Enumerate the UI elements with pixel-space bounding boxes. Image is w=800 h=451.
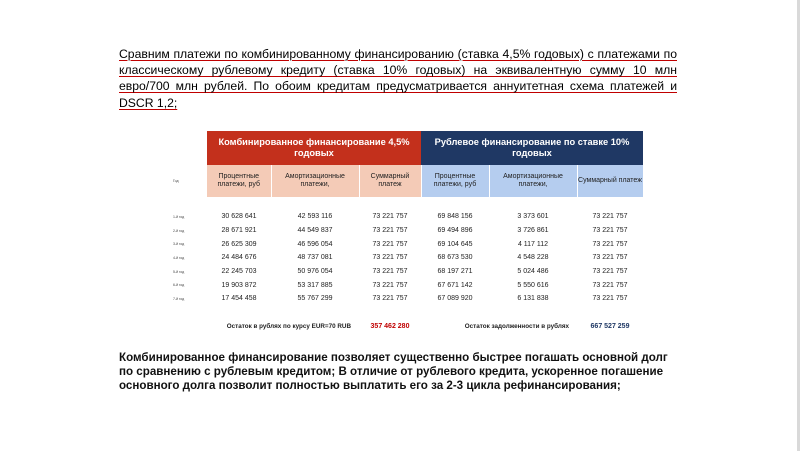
combined-total-cell: 73 221 757 bbox=[372, 254, 408, 262]
ruble-total-cell: 73 221 757 bbox=[592, 254, 628, 262]
combined-amortization-cell: 53 317 885 bbox=[297, 281, 333, 289]
ruble-interest-cell: 69 848 156 bbox=[437, 213, 473, 221]
year-cell: 4-й год bbox=[173, 255, 185, 260]
combined-interest-cell: 26 625 309 bbox=[221, 240, 257, 248]
combined-amortization-cell: 48 737 081 bbox=[297, 254, 333, 262]
combined-interest-cell: 28 671 921 bbox=[221, 227, 257, 235]
table-row bbox=[173, 292, 643, 306]
year-column-header: Год bbox=[173, 179, 179, 183]
combined-amortization-cell: 50 976 054 bbox=[297, 268, 333, 276]
ruble-total-header: Суммарный платеж bbox=[577, 165, 643, 197]
ruble-interest-cell: 69 104 645 bbox=[437, 240, 473, 248]
ruble-interest-cell: 67 089 920 bbox=[437, 295, 473, 303]
table-row bbox=[173, 278, 643, 292]
combined-total-cell: 73 221 757 bbox=[372, 281, 408, 289]
combined-amortization-header: Амортизационные платежи, bbox=[271, 165, 359, 197]
intro-paragraph: Сравним платежи по комбинированному финансированию (ставка 4,5% годовых) с платежами по классическому рублевому кредиту (ставка 10% годовых) на эквивалентную сумму 10 млн евро/700 млн рублей. По обоим кредитам предусматривается аннуитетная схема платежей и DSCR 1,2; bbox=[119, 47, 677, 110]
ruble-remaining-label: Остаток задолженности в рублях bbox=[464, 323, 569, 331]
ruble-amortization-cell: 6 131 838 bbox=[517, 295, 549, 303]
year-cell: 3-й год bbox=[173, 242, 185, 247]
combined-total-cell: 73 221 757 bbox=[372, 240, 408, 248]
ruble-interest-header: Процентные платежи, руб bbox=[421, 165, 489, 197]
ruble-amortization-cell: 3 373 601 bbox=[517, 213, 549, 221]
ruble-total-cell: 73 221 757 bbox=[592, 240, 628, 248]
combined-interest-header: Процентные платежи, руб bbox=[207, 165, 271, 197]
ruble-amortization-cell: 4 117 112 bbox=[517, 240, 549, 248]
ruble-remaining-value: 667 527 259 bbox=[590, 323, 630, 331]
combined-amortization-cell: 55 767 299 bbox=[297, 295, 333, 303]
ruble-total-cell: 73 221 757 bbox=[592, 295, 628, 303]
combined-interest-cell: 30 628 641 bbox=[221, 213, 257, 221]
year-cell: 6-й год bbox=[173, 283, 185, 288]
ruble-amortization-cell: 5 550 616 bbox=[517, 281, 549, 289]
combined-interest-cell: 19 903 872 bbox=[221, 281, 257, 289]
ruble-amortization-cell: 5 024 486 bbox=[517, 268, 549, 276]
spacer-row bbox=[173, 306, 643, 319]
ruble-amortization-cell: 4 548 228 bbox=[517, 254, 549, 262]
ruble-total-cell: 73 221 757 bbox=[592, 281, 628, 289]
year-cell: 7-й год bbox=[173, 296, 185, 301]
ruble-financing-header: Рублевое финансирование по ставке 10% годовых bbox=[421, 131, 643, 165]
ruble-total-cell: 73 221 757 bbox=[592, 227, 628, 235]
table-row bbox=[173, 224, 643, 238]
table-row bbox=[173, 210, 643, 224]
ruble-amortization-header: Амортизационные платежи, bbox=[489, 165, 577, 197]
year-cell: 5-й год bbox=[173, 269, 185, 274]
ruble-total-cell: 73 221 757 bbox=[592, 213, 628, 221]
ruble-interest-cell: 67 671 142 bbox=[437, 281, 473, 289]
ruble-amortization-cell: 3 726 861 bbox=[517, 227, 549, 235]
combined-total-cell: 73 221 757 bbox=[372, 268, 408, 276]
combined-total-cell: 73 221 757 bbox=[372, 295, 408, 303]
ruble-interest-cell: 68 673 530 bbox=[437, 254, 473, 262]
table-row bbox=[173, 251, 643, 265]
combined-interest-cell: 24 484 676 bbox=[221, 254, 257, 262]
table-row bbox=[173, 265, 643, 279]
ruble-total-cell: 73 221 757 bbox=[592, 268, 628, 276]
combined-remaining-value: 357 462 280 bbox=[370, 323, 410, 331]
combined-interest-cell: 17 454 458 bbox=[221, 295, 257, 303]
combined-total-header: Суммарный платеж bbox=[359, 165, 421, 197]
ruble-interest-cell: 69 494 896 bbox=[437, 227, 473, 235]
combined-amortization-cell: 44 549 837 bbox=[297, 227, 333, 235]
conclusion-paragraph: Комбинированное финансирование позволяет существенно быстрее погашать основной долг по сравнению с рублевым кредитом; В отличие от рублевого кредита, ускоренное погашение основного долга позволит полностью выплатить его за 2-3 цикла рефинансирования; bbox=[119, 351, 668, 392]
combined-remaining-label: Остаток в рублях по курсу EUR=70 RUB bbox=[226, 323, 351, 331]
combined-amortization-cell: 42 593 116 bbox=[297, 213, 333, 221]
year-cell: 1-й год bbox=[173, 214, 185, 219]
payments-table bbox=[173, 131, 643, 335]
combined-total-cell: 73 221 757 bbox=[372, 227, 408, 235]
combined-total-cell: 73 221 757 bbox=[372, 213, 408, 221]
year-cell: 2-й год bbox=[173, 228, 185, 233]
combined-financing-header: Комбинированное финансирование 4,5% годовых bbox=[207, 131, 421, 165]
spacer-row bbox=[173, 197, 643, 210]
combined-amortization-cell: 46 596 054 bbox=[297, 240, 333, 248]
ruble-interest-cell: 68 197 271 bbox=[437, 268, 473, 276]
corner-cell bbox=[173, 131, 207, 165]
table-row bbox=[173, 237, 643, 251]
combined-interest-cell: 22 245 703 bbox=[221, 268, 257, 276]
